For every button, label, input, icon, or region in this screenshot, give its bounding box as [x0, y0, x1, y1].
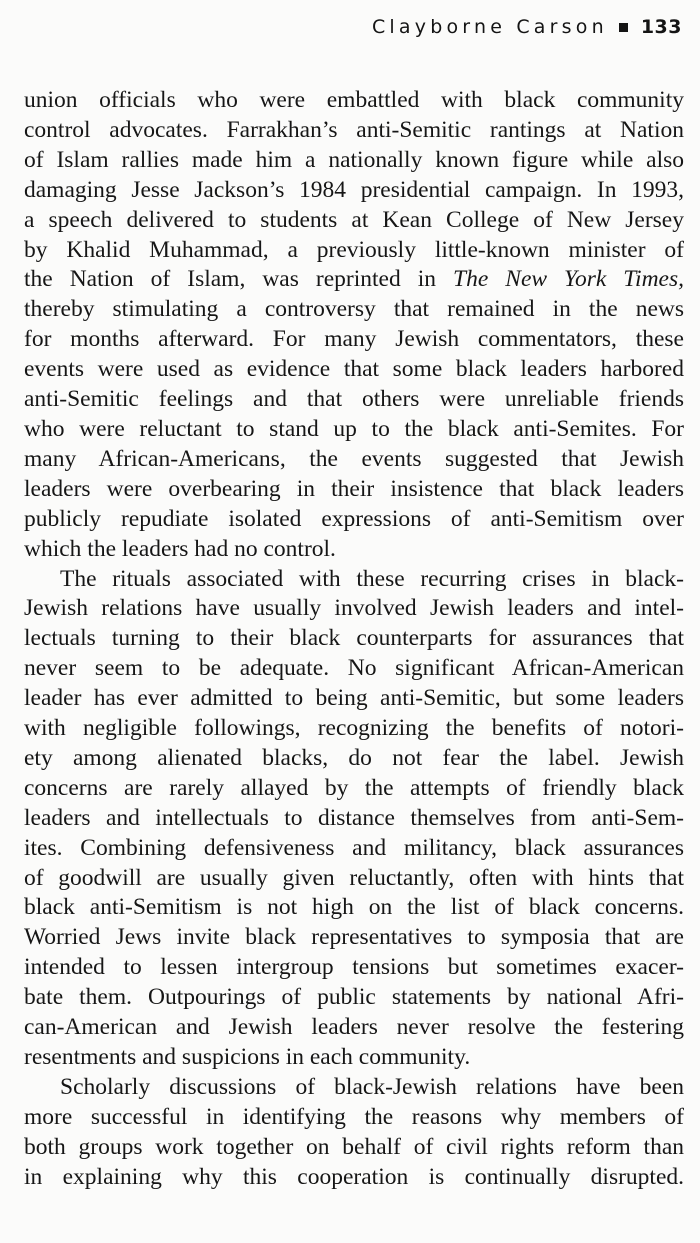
text-line: with negligible followings, recognizing the benefits of notori-: [24, 715, 684, 742]
text-line-with-title: [24, 265, 684, 295]
text-line: events were used as evidence that some black leaders harbored: [24, 356, 684, 383]
text-line: of goodwill are usually given reluctantly, often with hints that: [24, 864, 684, 891]
page-number: 133: [640, 16, 682, 38]
body-text: [24, 86, 684, 1193]
text-line: which the leaders had no control.: [24, 535, 336, 562]
running-head-separator-square: [619, 23, 628, 32]
text-line-segment: the Nation of Islam, was reprinted in: [24, 266, 436, 293]
text-line: of Islam rallies made him a nationally known figure while also: [24, 146, 684, 173]
text-line: publicly repudiate isolated expressions of anti-Semitism over: [24, 505, 684, 532]
text-line: many African-Americans, the events suggested that Jewish: [24, 445, 684, 472]
text-line: ety among alienated blacks, do not fear the label. Jewish: [24, 744, 684, 771]
text-line: intended to lessen intergroup tensions but sometimes exacer-: [24, 954, 684, 981]
text-line: more successful in identifying the reasons why members of: [24, 1103, 684, 1130]
running-head-author: Clayborne Carson: [371, 16, 608, 38]
italic-publication-title: The New York Times,: [453, 266, 685, 293]
text-line: ites. Combining defensiveness and militancy, black assurances: [24, 834, 684, 861]
text-line: by Khalid Muhammad, a previously little-known minister of: [24, 236, 684, 263]
text-line: a speech delivered to students at Kean College of New Jersey: [24, 206, 684, 233]
paragraph-3: [24, 1073, 684, 1193]
text-line: control advocates. Farrakhan’s anti-Semitic rantings at Nation: [24, 116, 684, 143]
text-line: bate them. Outpourings of public statements by national Afri-: [24, 984, 684, 1011]
text-line: concerns are rarely allayed by the attempts of friendly black: [24, 774, 684, 801]
paragraph-2: [24, 565, 684, 1073]
text-line: thereby stimulating a controversy that remained in the news: [24, 296, 684, 323]
text-line: leader has ever admitted to being anti-Semitic, but some leaders: [24, 685, 684, 712]
text-line: resentments and suspicions in each community.: [24, 1044, 471, 1070]
text-line: Jewish relations have usually involved Jewish leaders and intel-: [24, 595, 684, 622]
paragraph-1: [24, 86, 684, 565]
text-line: lectuals turning to their black counterparts for assurances that: [24, 625, 684, 652]
text-line: anti-Semitic feelings and that others were unreliable friends: [24, 386, 684, 413]
text-line: in explaining why this cooperation is continually disrupted.: [24, 1163, 684, 1190]
text-line: union officials who were embattled with black community: [24, 87, 684, 113]
text-line: Worried Jews invite black representatives to symposia that are: [24, 924, 684, 951]
text-line: for months afterward. For many Jewish commentators, these: [24, 326, 684, 353]
text-line: leaders were overbearing in their insistence that black leaders: [24, 475, 684, 502]
text-line: both groups work together on behalf of civil rights reform than: [24, 1133, 684, 1160]
text-line: leaders and intellectuals to distance themselves from anti-Sem-: [24, 804, 684, 831]
text-line: never seem to be adequate. No significant African-American: [24, 655, 684, 682]
text-line: black anti-Semitism is not high on the list of black concerns.: [24, 894, 684, 921]
running-head: [372, 16, 682, 38]
text-line: can-American and Jewish leaders never resolve the festering: [24, 1014, 684, 1041]
text-line: who were reluctant to stand up to the black anti-Semites. For: [24, 415, 684, 442]
text-line: Scholarly discussions of black-Jewish relations have been: [60, 1073, 684, 1100]
text-line: damaging Jesse Jackson’s 1984 presidential campaign. In 1993,: [24, 176, 684, 203]
text-line: The rituals associated with these recurring crises in black-: [60, 565, 684, 592]
